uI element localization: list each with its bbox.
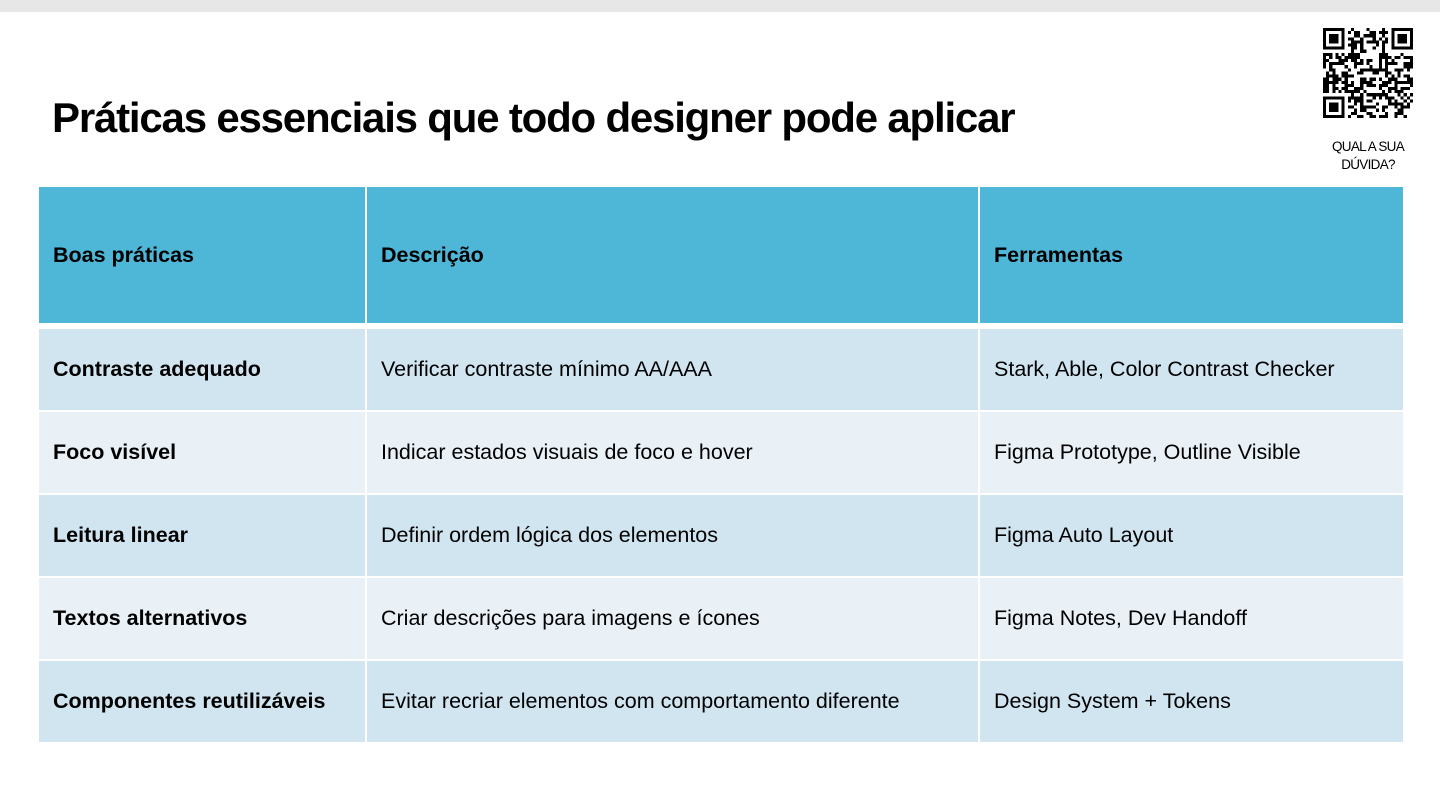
- qr-caption: [1318, 138, 1418, 174]
- cell-description: Definir ordem lógica dos elementos: [366, 494, 979, 577]
- cell-practice: Leitura linear: [38, 494, 366, 577]
- cell-practice: Contraste adequado: [38, 326, 366, 411]
- slide-title: Práticas essenciais que todo designer pode aplicar: [52, 94, 1015, 142]
- table-row: [38, 326, 1404, 411]
- cell-description: Criar descrições para imagens e ícones: [366, 577, 979, 660]
- table-row: [38, 577, 1404, 660]
- cell-description: Indicar estados visuais de foco e hover: [366, 411, 979, 494]
- header-row: [38, 186, 1404, 326]
- practices-table: [37, 185, 1405, 744]
- qr-caption-line-2: DÚVIDA?: [1341, 157, 1395, 172]
- cell-description: Evitar recriar elementos com comportamento diferente: [366, 660, 979, 743]
- table-row: [38, 494, 1404, 577]
- cell-practice: Foco visível: [38, 411, 366, 494]
- cell-practice: Textos alternativos: [38, 577, 366, 660]
- cell-description: Verificar contraste mínimo AA/AAA: [366, 326, 979, 411]
- qr-code-icon[interactable]: [1323, 28, 1413, 118]
- table-row: [38, 660, 1404, 743]
- cell-tools: Figma Auto Layout: [979, 494, 1404, 577]
- cell-tools: Design System + Tokens: [979, 660, 1404, 743]
- header-tools: Ferramentas: [979, 186, 1404, 326]
- qr-block: [1318, 28, 1418, 174]
- cell-tools: Figma Prototype, Outline Visible: [979, 411, 1404, 494]
- qr-caption-line-1: QUAL A SUA: [1331, 139, 1405, 154]
- top-bar: [0, 0, 1440, 12]
- table-row: [38, 411, 1404, 494]
- cell-tools: Figma Notes, Dev Handoff: [979, 577, 1404, 660]
- cell-tools: Stark, Able, Color Contrast Checker: [979, 326, 1404, 411]
- table-body: [38, 326, 1404, 743]
- table-header: [38, 186, 1404, 326]
- cell-practice: Componentes reutilizáveis: [38, 660, 366, 743]
- header-practice: Boas práticas: [38, 186, 366, 326]
- header-description: Descrição: [366, 186, 979, 326]
